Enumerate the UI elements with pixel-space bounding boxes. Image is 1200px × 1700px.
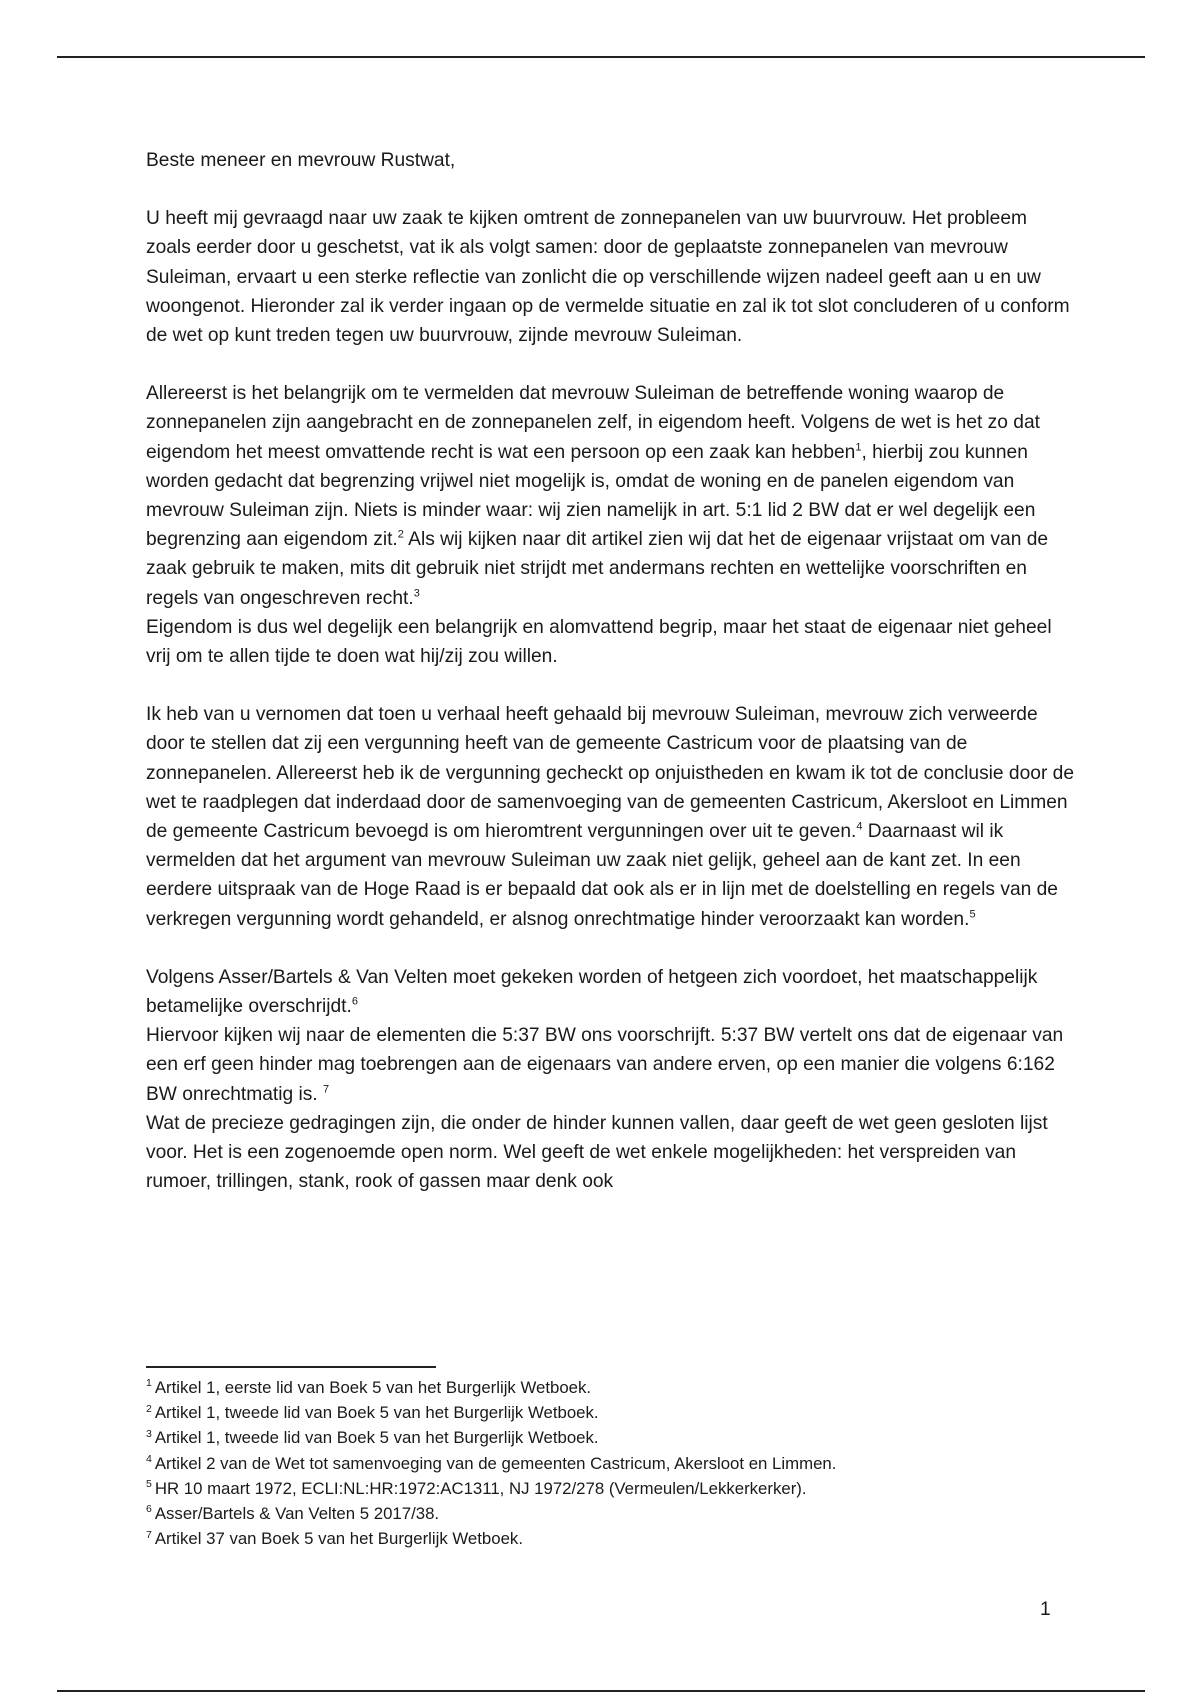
footnote-text: Artikel 37 van Boek 5 van het Burgerlijk Wetboek. [154,1529,523,1549]
footnote-number: 5 [146,1478,152,1491]
paragraph-ownership-part-b: , hierbij zou kunnen worden gedacht dat begrenzing vrijwel niet mogelijk is, omdat de woning en de panelen eigendom van mevrouw Suleiman zijn. Niets is minder waar: wij zien namelijk in art. 5:1 lid 2 BW dat er wel degelijk een begrenzing aan eigendom zit. [146,441,1036,551]
footnote-ref-1[interactable]: 1 [855,441,862,454]
footnote-ref-6[interactable]: 6 [351,995,358,1008]
paragraph-ownership [146,379,1076,613]
footnote-number: 4 [146,1453,152,1466]
footnote-2 [146,1400,1126,1425]
footnote-text: Artikel 1, tweede lid van Boek 5 van het Burgerlijk Wetboek. [154,1403,599,1423]
paragraph-asser-text: Volgens Asser/Bartels & Van Velten moet gekeken worden of hetgeen zich voordoet, het maatschappelijk betamelijke overschrijdt. [146,966,1038,1018]
paragraph-ownership-part-c: Als wij kijken naar dit artikel zien wij dat het de eigenaar vrijstaat om van de zaak gebruik te maken, mits dit gebruik niet strijdt met andermans rechten en wettelijke voorschriften en regels van ongeschreven recht. [146,529,1049,609]
footnote-ref-3[interactable]: 3 [413,587,420,600]
footnote-ref-7[interactable]: 7 [323,1083,330,1096]
page-number: 1 [1040,1599,1051,1620]
paragraph-ownership-conclusion: Eigendom is dus wel degelijk een belangrijk en alomvattend begrip, maar het staat de eigenaar niet geheel vrij om te allen tijde te doen wat hij/zij zou willen. [146,616,1052,668]
footnote-separator [146,1366,436,1368]
paragraph-intro: U heeft mij gevraagd naar uw zaak te kijken omtrent de zonnepanelen van uw buurvrouw. Het probleem zoals eerder door u geschetst, vat ik als volgt samen: door de geplaatste zonnepanelen van mevrouw Suleiman, ervaart u een sterke reflectie van zonlicht die op verschillende wijzen nadeel geeft aan u en uw woongenot. Hieronder zal ik verder ingaan op de vermelde situatie en zal ik tot slot concluderen of u conform de wet op kunt treden tegen uw buurvrouw, zijnde mevrouw Suleiman. [146,208,1070,347]
footnote-1 [146,1375,1126,1400]
footnotes-list [146,1375,1126,1551]
top-rule [57,56,1145,58]
paragraph-permit-part-b: Daarnaast wil ik vermelden dat het argument van mevrouw Suleiman uw zaak niet gelijk, geheel aan de kant zet. In een eerdere uitspraak van de Hoge Raad is er bepaald dat ook als er in lijn met de doelstelling en regels van de verkregen vergunning wordt gehandeld, er alsnog onrechtmatige hinder veroorzaakt kan worden. [146,821,1058,930]
paragraph-nuisance-law-text: Hiervoor kijken wij naar de elementen die 5:37 BW ons voorschrijft. 5:37 BW vertelt ons dat de eigenaar van een erf geen hinder mag toebrengen aan de eigenaars van andere erven, op een manier die volgens 6:162 BW onrechtmatig is. [146,1025,1064,1105]
footnote-number: 2 [146,1402,152,1415]
paragraph-permit [146,700,1076,934]
footnote-ref-4[interactable]: 4 [856,820,863,833]
footnote-number: 3 [146,1427,152,1440]
footnote-ref-2[interactable]: 2 [397,528,404,541]
bottom-rule [57,1690,1145,1692]
footnote-text: HR 10 maart 1972, ECLI:NL:HR:1972:AC1311, NJ 1972/278 (Vermeulen/Lekkerkerker). [154,1478,807,1498]
footnote-4 [146,1451,1126,1476]
paragraph-ownership-part-a: Allereerst is het belangrijk om te vermelden dat mevrouw Suleiman de betreffende woning waarop de zonnepanelen zijn aangebracht en de zonnepanelen zelf, in eigendom heeft. Volgens de wet is het zo dat eigendom het meest omvattende recht is wat een persoon op een zaak kan hebben [146,383,1040,463]
paragraph-asser [146,963,1076,1021]
salutation: Beste meneer en mevrouw Rustwat, [146,150,456,171]
footnote-5 [146,1476,1126,1501]
footnote-number: 1 [146,1377,152,1390]
footnote-text: Artikel 1, eerste lid van Boek 5 van het Burgerlijk Wetboek. [154,1378,592,1397]
paragraph-nuisance-law [146,1021,1076,1109]
footnote-number: 7 [146,1528,152,1541]
footnote-7 [146,1526,1126,1551]
footnote-text: Artikel 1, tweede lid van Boek 5 van het Burgerlijk Wetboek. [154,1428,599,1448]
footnote-text: Asser/Bartels & Van Velten 5 2017/38. [154,1504,440,1524]
paragraph-permit-part-a: Ik heb van u vernomen dat toen u verhaal heeft gehaald bij mevrouw Suleiman, mevrouw zich verweerde door te stellen dat zij een vergunning heeft van de gemeente Castricum voor de plaatsing van de zonnepanelen. Allereerst heb ik de vergunning gecheckt op onjuistheden en kwam ik tot de conclusie door de wet te raadplegen dat inderdaad door de samenvoeging van de gemeenten Castricum, Akersloot en Limmen de gemeente Castricum bevoegd is om hieromtrent vergunningen over uit te geven. [146,704,1075,843]
footnote-3 [146,1425,1126,1450]
paragraph-open-norm: Wat de precieze gedragingen zijn, die onder de hinder kunnen vallen, daar geeft de wet geen gesloten lijst voor. Het is een zogenoemde open norm. Wel geeft de wet enkele mogelijkheden: het verspreiden van rumoer, trillingen, stank, rook of gassen maar denk ook [146,1112,1048,1193]
footnote-6 [146,1501,1126,1526]
footnote-text: Artikel 2 van de Wet tot samenvoeging van de gemeenten Castricum, Akersloot en Limmen. [154,1453,837,1473]
footnote-number: 6 [146,1503,152,1516]
footnote-ref-5[interactable]: 5 [969,908,976,921]
letter-body [146,146,1076,1197]
